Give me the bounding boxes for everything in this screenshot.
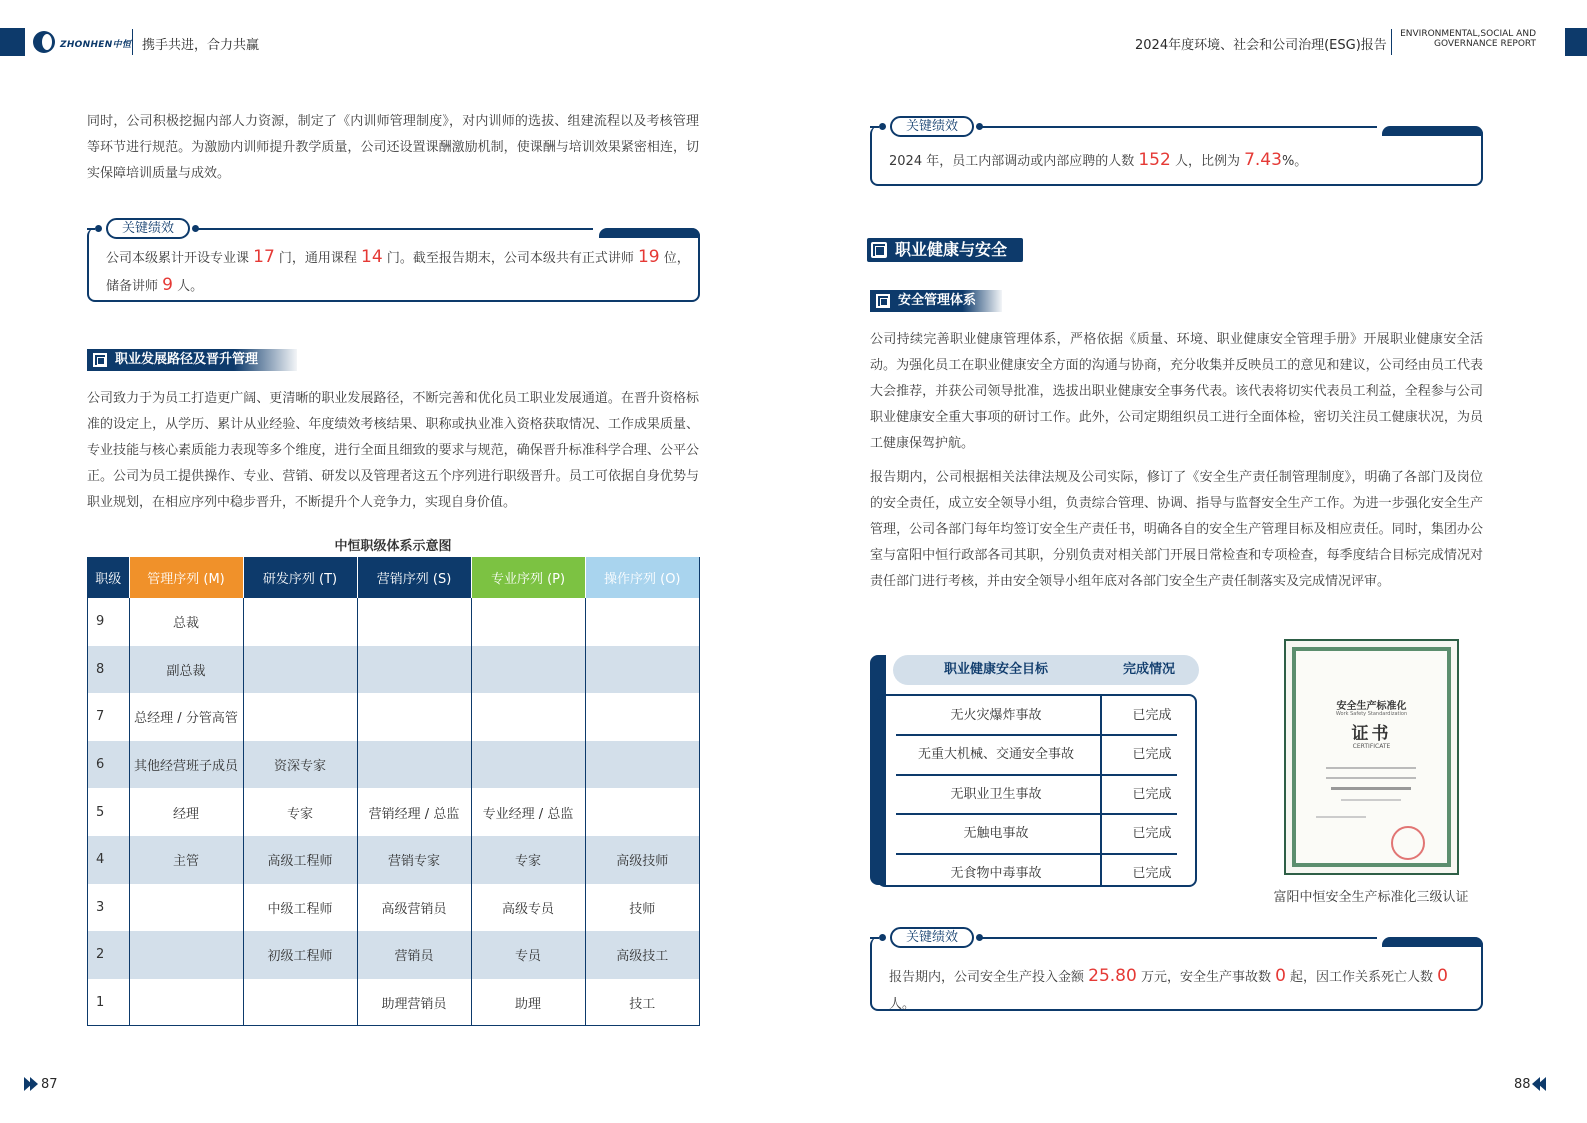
grade-cell: 高级技师 <box>585 836 699 884</box>
heading-square-icon <box>871 242 887 258</box>
kpi-box-safety <box>870 927 1483 1013</box>
grade-cell: 副总裁 <box>129 646 243 694</box>
targets-header-goal: 职业健康安全目标 <box>943 662 1048 677</box>
kpi-label: 关键绩效 <box>106 218 190 239</box>
grade-cell: 技工 <box>629 997 656 1013</box>
table-row <box>88 741 699 789</box>
grade-cell <box>129 979 243 1027</box>
kpi-box-training <box>87 218 700 304</box>
certificate-border <box>1292 647 1451 867</box>
kpi-value-deaths: 0 <box>1437 966 1448 986</box>
kpi-value-investment: 25.80 <box>1088 966 1137 986</box>
grade-table-frame <box>87 557 700 1026</box>
grade-cell: 高级专员 <box>471 884 585 932</box>
grade-cell <box>243 598 357 646</box>
grade-table <box>88 557 699 1026</box>
certificate-line <box>1331 787 1411 790</box>
grade-cell: 高级工程师 <box>243 836 357 884</box>
heading-square-icon <box>876 294 890 308</box>
grade-cell: 助理营销员 <box>357 979 471 1027</box>
grade-cell: 专员 <box>471 931 585 979</box>
certificate-big-title: 证书 <box>1351 724 1392 744</box>
health-paragraph: 公司持续完善职业健康管理体系，严格依据《质量、环境、职业健康安全管理手册》开展职业健康安全活动。为强化员工在职业健康安全方面的沟通与协商，充分收集并反映员工的意见和建议，公司经由员工代表大会推荐，并获公司领导批准，选拔出职业健康安全事务代表。该代表将切实代表员工利益，全程参与公司职业健康安全重大事项的研讨工作。此外，公司定期组织员工进行全面体检，密切关注员工健康状况，为员工健康保驾护航。 <box>870 332 1483 451</box>
certificate-line <box>1326 767 1416 769</box>
table-row <box>88 884 699 932</box>
grade-cell: 4 <box>88 836 129 884</box>
grade-cell <box>471 598 585 646</box>
table-row <box>88 931 699 979</box>
kpi-top-line-start <box>870 937 879 939</box>
grade-cell: 经理 <box>129 788 243 836</box>
kpi-box-mobility <box>870 116 1483 188</box>
grade-cell <box>243 646 357 694</box>
grade-cell: 8 <box>88 646 129 694</box>
career-paragraph: 公司致力于为员工打造更广阔、更清晰的职业发展路径，不断完善和优化员工职业发展通道。在晋升资格标准的设定上，从学历、累计从业经验、年度绩效考核结果、职称或执业准入资格获取情况、工作成果质量、专业技能与核心素质能力表现等多个维度，进行全面且细致的要求与规范，确保晋升标准科学合理、公平公正。公司为员工提供操作、专业、营销、研发以及管理者这五个序列进行职级晋升。员工可依据自身优势与职业规划，在相应序列中稳步晋升，不断提升个人竞争力，实现自身价值。 <box>87 391 699 510</box>
grade-cell: 专家 <box>471 836 585 884</box>
grade-cell: 专家 <box>243 788 357 836</box>
career-path-heading: 职业发展路径及晋升管理 <box>87 349 297 371</box>
grade-cell <box>357 646 471 694</box>
kpi-value-reserve: 9 <box>162 275 173 295</box>
certificate-title-en: Work Safety Standardization <box>1335 711 1408 717</box>
grade-cell <box>585 693 699 741</box>
kpi-value-count: 152 <box>1138 150 1171 170</box>
grade-cell: 主管 <box>129 836 243 884</box>
grade-header-0: 职级 <box>88 557 129 598</box>
report-title-en-line2: GOVERNANCE REPORT <box>1434 39 1536 49</box>
grade-cell <box>585 646 699 694</box>
grade-cell: 1 <box>88 979 129 1027</box>
certificate-line <box>1326 777 1416 779</box>
certificate-seal-icon <box>1391 826 1425 860</box>
grade-cell: 营销专家 <box>357 836 471 884</box>
grade-cell: 营销经理 / 总监 <box>357 788 471 836</box>
kpi-value-ratio: 7.43 <box>1244 150 1282 170</box>
kpi-top-line-start <box>87 228 95 230</box>
grade-cell <box>585 741 699 789</box>
company-logo-icon <box>33 31 55 53</box>
grade-cell: 5 <box>88 788 129 836</box>
grade-table-caption: 中恒职级体系示意图 <box>334 539 452 554</box>
grade-cell <box>129 931 243 979</box>
page-next-chevron-icon <box>1530 1077 1546 1091</box>
table-row <box>88 693 699 741</box>
grade-cell: 其他经营班子成员 <box>129 741 243 789</box>
target-goal: 无触电事故 <box>963 826 1029 842</box>
kpi-value-trainers: 19 <box>637 247 660 267</box>
header-accent-bar-left <box>0 28 25 56</box>
grade-cell <box>243 979 357 1027</box>
certificate-big-title-en: CERTIFICATE <box>1352 743 1391 750</box>
page-number-left: 87 <box>41 1077 58 1092</box>
kpi-value-general: 14 <box>361 247 383 267</box>
grade-cell: 资深专家 <box>243 741 357 789</box>
certificate-line <box>1316 816 1366 818</box>
grade-cell: 3 <box>88 884 129 932</box>
kpi-value-courses: 17 <box>253 247 275 267</box>
grade-cell <box>243 693 357 741</box>
grade-header-5: 操作序列 (O) <box>585 557 699 598</box>
grade-cell: 高级技工 <box>585 931 699 979</box>
header-slogan: 携手共进，合力共赢 <box>142 38 260 53</box>
target-status: 已完成 <box>1132 747 1172 763</box>
grade-header-1: 管理序列 (M) <box>129 557 243 598</box>
grade-cell: 7 <box>88 693 129 741</box>
grade-header-3: 营销序列 (S) <box>357 557 471 598</box>
table-row <box>88 836 699 884</box>
kpi-label: 关键绩效 <box>890 116 974 137</box>
grade-cell <box>357 598 471 646</box>
target-status: 已完成 <box>1132 786 1172 802</box>
grade-cell <box>585 598 699 646</box>
grade-cell: 9 <box>88 598 129 646</box>
safety-paragraph: 报告期内，公司根据相关法律法规及公司实际，修订了《安全生产责任制管理制度》，明确了各部门及岗位的安全责任，成立安全领导小组，负责综合管理、协调、指导与监督安全生产工作。为进一步强化安全生产管理，公司各部门每年均签订安全生产责任书，明确各自的安全生产管理目标及相应责任。同时，集团办公室与富阳中恒行政部各司其职，分别负责对相关部门开展日常检查和专项检查，每季度结合目标完成情况对责任部门进行考核，并由安全领导小组年底对各部门安全生产责任制落实及完成情况评审。 <box>870 470 1483 589</box>
target-goal: 无食物中毒事故 <box>950 865 1042 881</box>
grade-cell: 专业经理 / 总监 <box>471 788 585 836</box>
heading-square-icon <box>93 353 107 367</box>
page-number-right: 88 <box>1514 1077 1531 1092</box>
grade-cell <box>471 693 585 741</box>
kpi-text: 公司本级累计开设专业课 17 门，通用课程 14 门。截至报告期末，公司本级共有正式讲师 19 位，储备讲师 9 人。 <box>106 247 690 295</box>
target-goal: 无重大机械、交通安全事故 <box>917 747 1074 763</box>
grade-cell: 营销员 <box>357 931 471 979</box>
target-goal: 无火灾爆炸事故 <box>950 708 1042 723</box>
grade-cell <box>585 788 699 836</box>
grade-cell: 总经理 / 分管高管 <box>129 693 243 741</box>
header-divider-right <box>1391 29 1392 55</box>
company-logo-text: ZHONHEN中恒 <box>60 40 132 50</box>
targets-header-status: 完成情况 <box>1122 662 1175 677</box>
target-status: 已完成 <box>1132 826 1172 842</box>
header-accent-bar-right <box>1565 28 1587 56</box>
grade-cell: 2 <box>88 931 129 979</box>
header-divider <box>132 29 133 55</box>
target-status: 已完成 <box>1132 708 1172 723</box>
grade-cell <box>471 646 585 694</box>
report-title-en <box>1400 29 1536 49</box>
kpi-label: 关键绩效 <box>890 927 974 948</box>
kpi-value-accidents: 0 <box>1275 966 1286 986</box>
kpi-text: 报告期内，公司安全生产投入金额 25.80 万元，安全生产事故数 0 起，因工作关系死亡人数 0 人。 <box>889 966 1448 1012</box>
grade-cell <box>471 741 585 789</box>
grade-cell: 技师 <box>629 901 656 917</box>
kpi-top-line-start <box>870 126 879 128</box>
table-row <box>88 788 699 836</box>
page-prev-chevron-icon <box>24 1077 40 1091</box>
report-title-en-line1: ENVIRONMENTAL,SOCIAL AND <box>1400 29 1536 39</box>
kpi-text: 2024 年，员工内部调动或内部应聘的人数 152 人，比例为 7.43%。 <box>889 150 1308 170</box>
certificate-caption: 富阳中恒安全生产标准化三级认证 <box>1273 890 1469 905</box>
certificate-line <box>1341 799 1401 801</box>
grade-cell: 总裁 <box>129 598 243 646</box>
table-row <box>88 646 699 694</box>
safety-system-heading: 安全管理体系 <box>870 290 1002 312</box>
table-row <box>88 979 699 1027</box>
target-status: 已完成 <box>1132 865 1172 881</box>
grade-cell: 中级工程师 <box>243 884 357 932</box>
safety-certificate-image <box>1284 639 1459 875</box>
grade-cell <box>357 741 471 789</box>
grade-cell: 助理 <box>471 979 585 1027</box>
table-row <box>88 598 699 646</box>
grade-header-4: 专业序列 (P) <box>471 557 585 598</box>
grade-cell <box>357 693 471 741</box>
intro-paragraph: 同时，公司积极挖掘内部人力资源，制定了《内训师管理制度》，对内训师的选拔、组建流程以及考核管理等环节进行规范。为激励内训师提升教学质量，公司还设置课酬激励机制，使课酬与培训效果紧密相连，切实保障培训质量与成效。 <box>87 114 699 181</box>
grade-header-2: 研发序列 (T) <box>243 557 357 598</box>
certificate-title: 安全生产标准化 <box>1336 701 1407 712</box>
occupational-health-heading: 职业健康与安全 <box>867 238 1023 262</box>
grade-cell: 高级营销员 <box>357 884 471 932</box>
grade-cell: 初级工程师 <box>243 931 357 979</box>
target-goal: 无职业卫生事故 <box>950 786 1042 802</box>
targets-header <box>893 655 1199 685</box>
report-title: 2024年度环境、社会和公司治理(ESG)报告 <box>1135 38 1387 53</box>
grade-cell: 6 <box>88 741 129 789</box>
grade-cell <box>129 884 243 932</box>
